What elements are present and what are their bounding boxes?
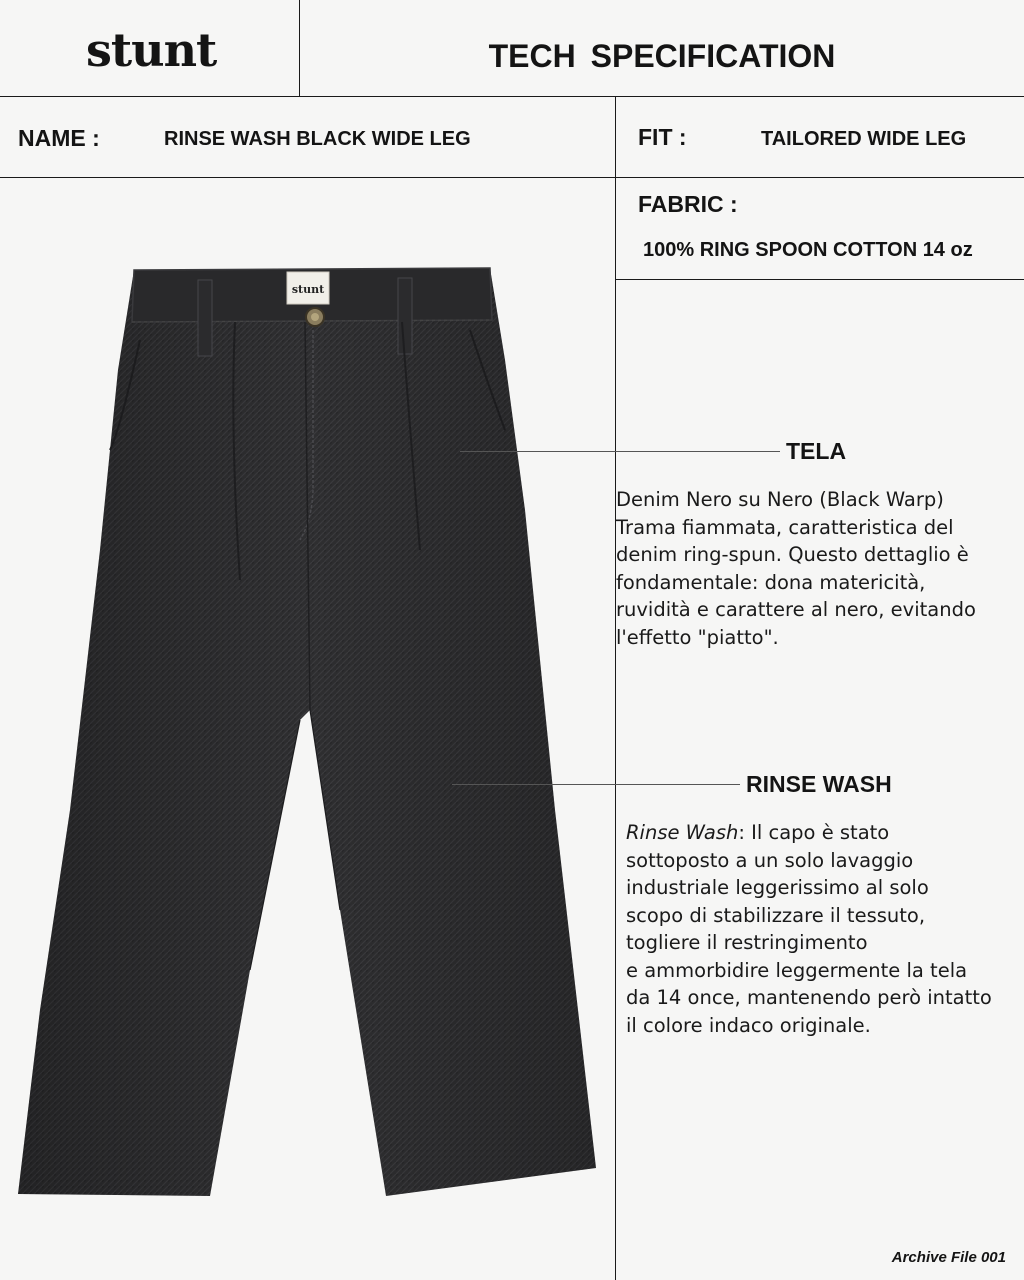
name-label: NAME : bbox=[18, 125, 100, 151]
brand-logo: stunt bbox=[86, 23, 217, 77]
rinse-wash-line: da 14 once, mantenendo però intatto bbox=[626, 986, 992, 1009]
tela-line: Denim Nero su Nero (Black Warp) bbox=[616, 488, 944, 511]
fit-value: TAILORED WIDE LEG bbox=[761, 128, 967, 150]
name-value: RINSE WASH BLACK WIDE LEG bbox=[164, 128, 471, 150]
rinse-wash-lead-italic: Rinse Wash bbox=[626, 821, 739, 844]
tela-pointer-line bbox=[460, 451, 780, 452]
rinse-wash-line: e ammorbidire leggermente la tela bbox=[626, 958, 968, 982]
fabric-value: 100% RING SPOON COTTON 14 oz bbox=[643, 239, 973, 261]
tela-line: ruvidità e carattere al nero, evitando bbox=[616, 598, 976, 621]
fit-label: FIT : bbox=[638, 124, 687, 150]
tela-line: Trama fiammata, caratteristica del bbox=[616, 515, 954, 539]
belt-loop-right bbox=[398, 278, 412, 354]
brand-tag-text: stunt bbox=[291, 283, 325, 296]
tela-description bbox=[616, 486, 976, 651]
rinse-wash-line: industriale leggerissimo al solo bbox=[626, 876, 929, 899]
tela-line: l'effetto "piatto". bbox=[616, 625, 779, 649]
rinse-wash-line: togliere il restringimento bbox=[626, 931, 868, 954]
trousers-body bbox=[18, 268, 596, 1196]
belt-loop-left bbox=[198, 280, 212, 356]
rinse-wash-pointer-line bbox=[452, 784, 740, 785]
rinse-wash-lead-line bbox=[626, 819, 992, 847]
rinse-wash-lead-rest: : Il capo è stato bbox=[738, 821, 890, 844]
divider-fabric-bottom bbox=[616, 279, 1024, 280]
tela-line: fondamentale: dona matericità, bbox=[616, 570, 926, 594]
tela-title: TELA bbox=[786, 438, 847, 464]
rinse-wash-line: sottoposto a un solo lavaggio bbox=[626, 848, 914, 872]
archive-file-label: Archive File 001 bbox=[891, 1249, 1006, 1266]
rinse-wash-title: RINSE WASH bbox=[746, 771, 892, 797]
fabric-label: FABRIC : bbox=[638, 191, 738, 217]
divider-left-right bbox=[615, 96, 616, 1280]
rinse-wash-description bbox=[626, 819, 992, 1039]
rinse-wash-line: scopo di stabilizzare il tessuto, bbox=[626, 903, 926, 927]
divider-spec-row-bottom bbox=[0, 177, 1024, 178]
page-title: TECH SPECIFICATION bbox=[488, 38, 836, 74]
trousers-image bbox=[0, 250, 612, 1210]
divider-header-bottom bbox=[0, 96, 1024, 97]
rinse-wash-line: il colore indaco originale. bbox=[626, 1013, 871, 1037]
tela-line: denim ring-spun. Questo dettaglio è bbox=[616, 543, 969, 566]
